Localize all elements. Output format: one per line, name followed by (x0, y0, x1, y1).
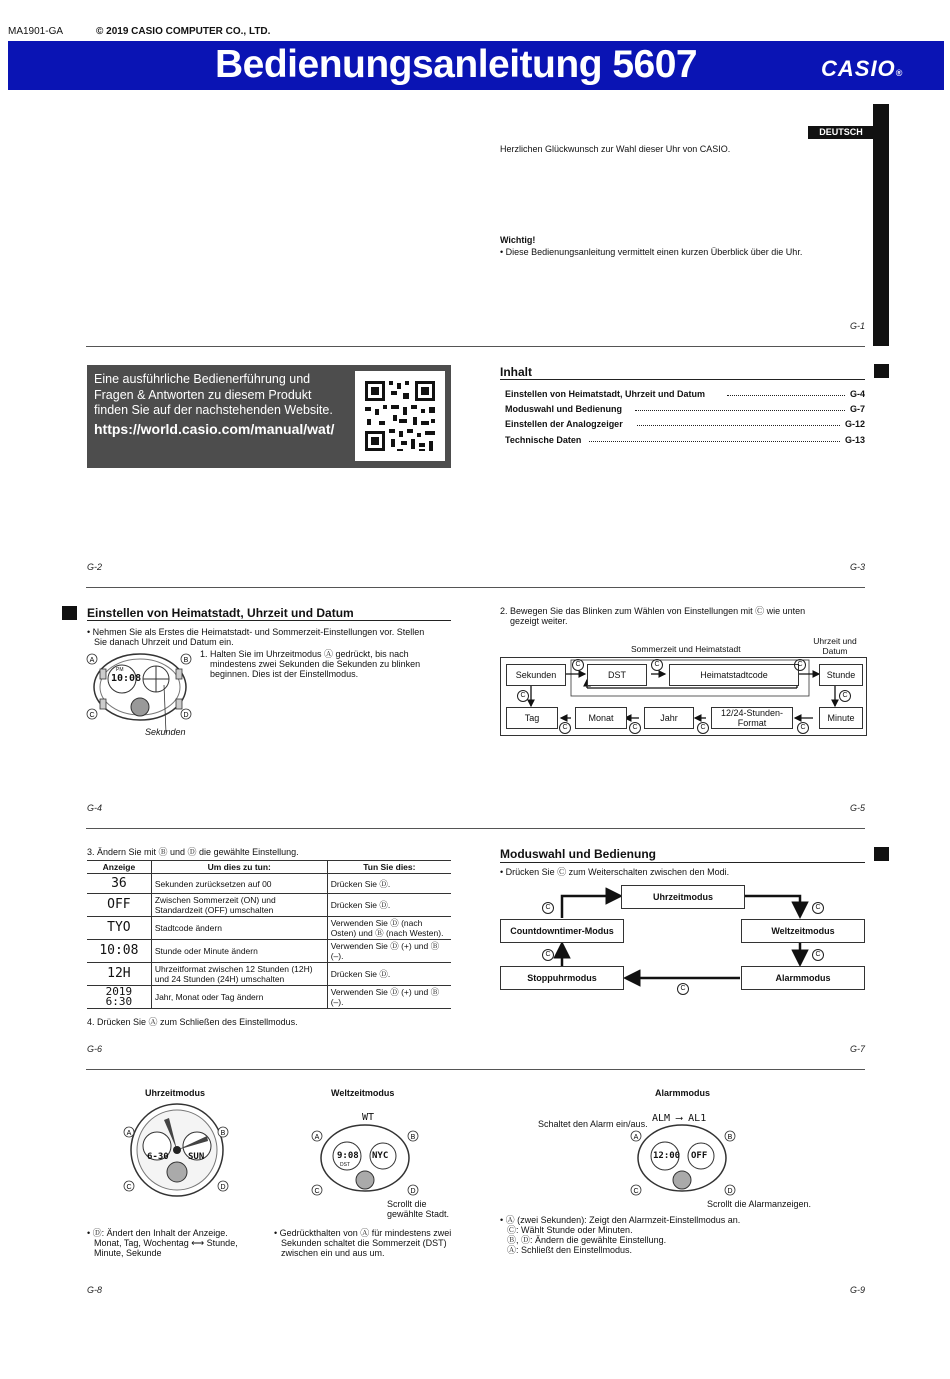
website-text: Eine ausführliche Bedienerführung und Fragen & Antworten zu diesem Produkt finden Sie auf der nachstehenden Website. https://world.casio.com/manual/wat/ (94, 372, 335, 437)
section-title: Moduswahl und Bedienung (500, 847, 656, 861)
page-number: G-9 (850, 1285, 866, 1295)
toc-item[interactable]: Technische Daten G-13 (505, 435, 865, 445)
button-c-icon: C (677, 983, 689, 995)
arrow-right-icon: ⟶ (676, 1113, 683, 1124)
watch-icon (627, 1122, 737, 1202)
world-time-note: • Gedrückthalten von Ⓐ für mindestens zwei Sekunden schaltet die Sommerzeit (DST) zwischen ein und aus um. (274, 1228, 452, 1258)
divider (86, 1069, 865, 1070)
table-row: OFF Zwischen Sommerzeit (ON) und Standardzeit (OFF) umschalten Drücken Sie Ⓓ. (87, 894, 451, 917)
world-time-caption: Scrollt die gewählte Stadt. (387, 1199, 450, 1219)
divider (86, 587, 865, 588)
button-c-icon: C (651, 659, 663, 671)
mode-stopwatch: Stoppuhrmodus (500, 966, 624, 990)
alarm-toggle-caption: Schaltet den Alarm ein/aus. (538, 1119, 648, 1129)
svg-text:A: A (633, 1134, 639, 1141)
page-number: G-2 (87, 562, 103, 572)
section-marker (874, 364, 889, 378)
flow-hour: Stunde (819, 664, 863, 686)
svg-text:B: B (727, 1134, 733, 1141)
table-row: 2019 6:30 Jahr, Monat oder Tag ändern Verwenden Sie Ⓓ (+) und Ⓑ (–). (87, 986, 451, 1009)
flow-home-city: Heimatstadtcode (669, 664, 799, 686)
svg-text:D: D (220, 1184, 226, 1191)
button-c-icon: C (629, 722, 641, 734)
important-title: Wichtig! (500, 235, 536, 245)
button-c-icon: C (559, 722, 571, 734)
website-url[interactable]: https://world.casio.com/manual/wat/ (94, 420, 335, 437)
button-c-icon: C (794, 659, 806, 671)
button-c-icon: C (812, 902, 824, 914)
modes-intro: • Drücken Sie Ⓒ zum Weiterschalten zwischen den Modi. (500, 867, 730, 877)
page-number: G-7 (850, 1044, 866, 1054)
section-marker (62, 606, 77, 620)
step-3: 3. Ändern Sie mit Ⓑ und Ⓓ die gewählte Einstellung. (87, 847, 299, 857)
svg-text:B: B (183, 657, 189, 664)
casio-logo: CASIO® (821, 56, 904, 81)
watch-timekeeping (122, 1100, 232, 1200)
button-c-icon: C (797, 722, 809, 734)
button-c-icon: C (697, 722, 709, 734)
flow-seconds: Sekunden (506, 664, 566, 686)
flow-12-24: 12/24-Stunden-Format (711, 707, 793, 729)
page-number: G-5 (850, 803, 866, 813)
table-row: 12H Uhrzeitformat zwischen 12 Stunden (12H) und 24 Stunden (24H) umschalten Drücken Sie Ⓓ. (87, 963, 451, 986)
intro-text: • Nehmen Sie als Erstes die Heimatstadt- und Sommerzeit-Einstellungen vor. Stellen Sie danach Uhrzeit und Datum ein. (87, 627, 425, 647)
page-number: G-4 (87, 803, 103, 813)
mode-world-time: Weltzeitmodus (741, 919, 865, 943)
important-text: • Diese Bedienungsanleitung vermittelt einen kurzen Überblick über die Uhr. (500, 247, 803, 257)
lcd-pm: PM (116, 667, 124, 673)
flow-year: Jahr (644, 707, 694, 729)
alarm-scroll-caption: Scrollt die Alarmanzeigen. (707, 1199, 812, 1209)
toc-item[interactable]: Einstellen von Heimatstadt, Uhrzeit und Datum G-4 (505, 389, 865, 399)
copyright: © 2019 CASIO COMPUTER CO., LTD. (96, 26, 271, 37)
qr-code[interactable] (355, 371, 445, 461)
col-title-alarm: Alarmmodus (655, 1088, 711, 1098)
lcd-weekday: SUN (188, 1152, 205, 1162)
button-c-icon: C (542, 902, 554, 914)
website-box (87, 365, 451, 468)
svg-text:D: D (410, 1188, 416, 1195)
settings-flow-diagram (500, 657, 867, 736)
settings-table (87, 860, 451, 1009)
watch-icon (122, 1100, 232, 1200)
time-date-label: Uhrzeit und Datum (813, 636, 857, 656)
flow-month: Monat (575, 707, 627, 729)
flow-day: Tag (506, 707, 558, 729)
page-number: G-8 (87, 1285, 103, 1295)
mode-alarm: Alarmmodus (741, 966, 865, 990)
button-c-icon: C (517, 690, 529, 702)
section-title: Einstellen von Heimatstadt, Uhrzeit und Datum (87, 606, 354, 620)
lcd-time: 9:08 (337, 1151, 359, 1161)
col-title-world-time: Weltzeitmodus (331, 1088, 395, 1098)
lcd-time: 10:08 (111, 673, 142, 684)
toc-item[interactable]: Einstellen der Analogzeiger G-12 (505, 419, 865, 429)
language-tab: DEUTSCH (808, 126, 874, 139)
divider (86, 828, 865, 829)
timekeeping-note: • Ⓓ: Ändert den Inhalt der Anzeige. Monat, Tag, Wochentag ⟷ Stunde, Minute, Sekunde (87, 1228, 238, 1258)
manual-title: Bedienungsanleitung 5607 (215, 43, 698, 86)
svg-text:C: C (89, 712, 95, 719)
greeting: Herzlichen Glückwunsch zur Wahl dieser Uhr von CASIO. (500, 144, 731, 154)
dst-home-label: Sommerzeit und Heimatstadt (631, 644, 741, 654)
button-c-icon: C (812, 949, 824, 961)
watch-world-time (310, 1122, 420, 1202)
table-row: TYO Stadtcode ändern Verwenden Sie Ⓓ (nach Osten) und Ⓑ (nach Westen). (87, 917, 451, 940)
svg-text:B: B (220, 1130, 226, 1137)
lcd-date: 6-30 (147, 1152, 169, 1162)
page-number: G-1 (850, 321, 866, 331)
toc-item[interactable]: Moduswahl und Bedienung G-7 (505, 404, 865, 414)
col-title-timekeeping: Uhrzeitmodus (145, 1088, 206, 1098)
table-row: 10:08 Stunde oder Minute ändern Verwenden Sie Ⓓ (+) und Ⓑ (–). (87, 940, 451, 963)
svg-text:B: B (410, 1134, 416, 1141)
lcd-alarm-time: 12:00 (653, 1151, 681, 1161)
table-header-row: Anzeige Um dies zu tun: Tun Sie dies: (87, 861, 451, 874)
lcd-alarm-state: OFF (691, 1151, 708, 1161)
watch-alarm (627, 1122, 737, 1202)
svg-text:C: C (126, 1184, 132, 1191)
section-rule (500, 862, 865, 863)
button-c-icon: C (542, 949, 554, 961)
lcd-city: NYC (372, 1151, 389, 1161)
qr-code-icon (355, 371, 445, 461)
title-banner (8, 41, 944, 90)
mode-timekeeping: Uhrzeitmodus (621, 885, 745, 909)
button-c-icon: C (572, 659, 584, 671)
page-number: G-3 (850, 562, 866, 572)
svg-text:C: C (633, 1188, 639, 1195)
flow-dst: DST (587, 664, 647, 686)
lcd-dst: DST (340, 1162, 350, 1168)
language-spine (873, 104, 889, 346)
mode-countdown: Countdowntimer-Modus (500, 919, 624, 943)
divider (86, 346, 865, 347)
svg-text:D: D (727, 1188, 733, 1195)
svg-text:C: C (314, 1188, 320, 1195)
table-row: 36 Sekunden zurücksetzen auf 00 Drücken Sie Ⓓ. (87, 874, 451, 894)
page-number: G-6 (87, 1044, 103, 1054)
toc-rule (500, 379, 865, 380)
flow-minute: Minute (819, 707, 863, 729)
double-arrow-icon: ⟷ (191, 1238, 205, 1248)
svg-text:A: A (126, 1130, 132, 1137)
step-2: 2. Bewegen Sie das Blinken zum Wählen von Einstellungen mit Ⓒ wie unten gezeigt weiter. (500, 606, 806, 626)
section-rule (87, 620, 451, 621)
toc-title: Inhalt (500, 365, 532, 379)
lcd-wt: WT (362, 1112, 375, 1123)
svg-text:D: D (183, 712, 189, 719)
button-c-icon: C (839, 690, 851, 702)
step-4: 4. Drücken Sie Ⓐ zum Schließen des Einstellmodus. (87, 1017, 298, 1027)
step-1: 1. Halten Sie im Uhrzeitmodus Ⓐ gedrückt, bis nach mindestens zwei Sekunden die Sekunden zu blinken beginnen. Dies ist der Einstellmodus. (200, 649, 421, 679)
svg-text:A: A (89, 657, 95, 664)
alarm-notes: • Ⓐ (zwei Sekunden): Zeigt den Alarmzeit-Einstellmodus an. Ⓒ: Wählt Stunde oder Minuten. Ⓑ, Ⓓ: Ändern die gewählte Einstellung. Ⓐ: Schließt den Einstellmodus. (500, 1215, 741, 1255)
watch-icon (310, 1122, 420, 1202)
seconds-caption: Sekunden (145, 727, 186, 737)
svg-text:A: A (314, 1134, 320, 1141)
lcd-alm: ALM ⟶ AL1 (652, 1113, 707, 1124)
section-marker (874, 847, 889, 861)
doc-code: MA1901-GA (8, 26, 64, 37)
